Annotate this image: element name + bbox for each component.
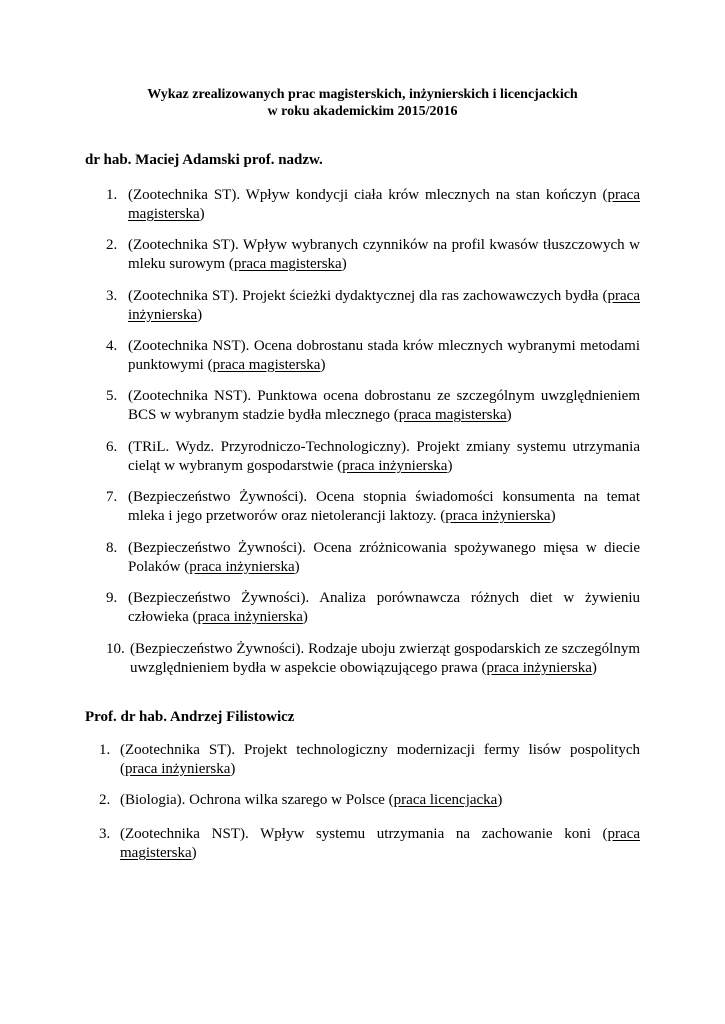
- document-subtitle: w roku akademickim 2015/2016: [267, 104, 458, 119]
- list-item: 6. (TRiL. Wydz. Przyrodniczo-Technologiczny). Projekt zmiany systemu utrzymania cieląt w wybranym gospodarstwie (praca inżynierska): [106, 439, 640, 474]
- list-item: 9. (Bezpieczeństwo Żywności). Analiza porównawcza różnych diet w żywieniu człowieka (praca inżynierska): [106, 590, 640, 625]
- item-text: (Bezpieczeństwo Żywności). Analiza porównawcza różnych diet w żywieniu człowieka (: [128, 590, 640, 625]
- thesis-type-link[interactable]: praca licencjacka: [393, 792, 498, 808]
- item-number: 1.: [106, 187, 118, 203]
- item-text: (Bezpieczeństwo Żywności). Rodzaje uboju zwierząt gospodarskich ze szczególnym uwzględnieniem bydła w aspekcie obowiązującego prawa (: [130, 641, 640, 676]
- item-number: 2.: [99, 792, 111, 808]
- thesis-type-link[interactable]: praca magisterska: [212, 357, 321, 373]
- item-number: 2.: [106, 237, 118, 253]
- list-item: 1. (Zootechnika ST). Projekt technologiczny modernizacji fermy lisów pospolitych (praca inżynierska): [99, 742, 640, 777]
- item-text: (Zootechnika ST). Wpływ kondycji ciała krów mlecznych na stan kończyn (: [128, 187, 608, 203]
- list-item: 2. (Zootechnika ST). Wpływ wybranych czynników na profil kwasów tłuszczowych w mleku surowym (praca magisterska): [106, 237, 640, 272]
- item-text: (Biologia). Ochrona wilka szarego w Polsce (: [120, 792, 394, 808]
- item-number: 9.: [106, 590, 118, 606]
- item-text: (Zootechnika NST). Wpływ systemu utrzymania na zachowanie koni (: [120, 826, 608, 842]
- thesis-type-link[interactable]: praca inżynierska: [128, 288, 640, 323]
- item-text: (Zootechnika NST). Ocena dobrostanu stada krów mlecznych wybranymi metodami punktowymi (: [128, 338, 640, 373]
- item-text: (Bezpieczeństwo Żywności). Ocena stopnia świadomości konsumenta na temat mleka i jego przetworów oraz nietolerancji laktozy. (: [128, 489, 640, 524]
- list-item: 2. (Biologia). Ochrona wilka szarego w Polsce (praca licencjacka): [99, 792, 503, 808]
- item-number: 3.: [106, 288, 118, 304]
- thesis-type-link[interactable]: praca magisterska: [128, 187, 640, 222]
- list-item: 10. (Bezpieczeństwo Żywności). Rodzaje uboju zwierząt gospodarskich ze szczególnym uwzględnieniem bydła w aspekcie obowiązującego prawa (praca inżynierska): [106, 641, 640, 676]
- item-text: (Zootechnika ST). Projekt technologiczny modernizacji fermy lisów pospolitych (: [120, 742, 640, 777]
- section-heading-filistowicz: Prof. dr hab. Andrzej Filistowicz: [85, 709, 295, 725]
- item-number: 3.: [99, 826, 111, 842]
- section-heading-adamski: dr hab. Maciej Adamski prof. nadzw.: [85, 152, 323, 168]
- item-number: 6.: [106, 439, 118, 455]
- list-item: 5. (Zootechnika NST). Punktowa ocena dobrostanu ze szczególnym uwzględnieniem BCS w wybranym stadzie bydła mlecznego (praca magisterska): [106, 388, 640, 423]
- item-number: 4.: [106, 338, 118, 354]
- item-number: 5.: [106, 388, 118, 404]
- list-item: 1. (Zootechnika ST). Wpływ kondycji ciała krów mlecznych na stan kończyn (praca magisterska): [106, 187, 640, 222]
- item-number: 10.: [106, 641, 125, 657]
- list-item: 7. (Bezpieczeństwo Żywności). Ocena stopnia świadomości konsumenta na temat mleka i jego przetworów oraz nietolerancji laktozy. (praca inżynierska): [106, 489, 640, 524]
- item-number: 1.: [99, 742, 111, 758]
- list-item: 8. (Bezpieczeństwo Żywności). Ocena zróżnicowania spożywanego mięsa w diecie Polaków (praca inżynierska): [106, 540, 640, 575]
- thesis-type-link[interactable]: praca inżynierska: [189, 559, 295, 575]
- list-item: 3. (Zootechnika NST). Wpływ systemu utrzymania na zachowanie koni (praca magisterska): [99, 826, 640, 861]
- list-item: 4. (Zootechnika NST). Ocena dobrostanu stada krów mlecznych wybranymi metodami punktowymi (praca magisterska): [106, 338, 640, 373]
- thesis-type-link[interactable]: praca inżynierska: [486, 660, 592, 676]
- document-title: Wykaz zrealizowanych prac magisterskich, inżynierskich i licencjackich: [147, 87, 578, 102]
- item-text: (Zootechnika NST). Punktowa ocena dobrostanu ze szczególnym uwzględnieniem BCS w wybranym stadzie bydła mlecznego (: [128, 388, 640, 423]
- thesis-type-link[interactable]: praca inżynierska: [197, 609, 303, 625]
- item-text: (Zootechnika ST). Projekt ścieżki dydaktycznej dla ras zachowawczych bydła (: [128, 288, 608, 304]
- item-number: 8.: [106, 540, 118, 556]
- item-text: (Bezpieczeństwo Żywności). Ocena zróżnicowania spożywanego mięsa w diecie Polaków (: [128, 540, 640, 575]
- thesis-type-link[interactable]: praca inżynierska: [445, 508, 551, 524]
- item-number: 7.: [106, 489, 118, 505]
- item-text: (Zootechnika ST). Wpływ wybranych czynników na profil kwasów tłuszczowych w mleku surowym (: [128, 237, 640, 272]
- thesis-type-link[interactable]: praca inżynierska: [342, 458, 448, 474]
- thesis-type-link[interactable]: praca magisterska: [120, 826, 640, 861]
- item-text: (TRiL. Wydz. Przyrodniczo-Technologiczny). Projekt zmiany systemu utrzymania cieląt w wybranym gospodarstwie (: [128, 439, 640, 474]
- thesis-type-link[interactable]: praca magisterska: [233, 256, 342, 272]
- thesis-type-link[interactable]: praca inżynierska: [125, 761, 231, 777]
- list-item: 3. (Zootechnika ST). Projekt ścieżki dydaktycznej dla ras zachowawczych bydła (praca inżynierska): [106, 288, 640, 323]
- thesis-type-link[interactable]: praca magisterska: [398, 407, 507, 423]
